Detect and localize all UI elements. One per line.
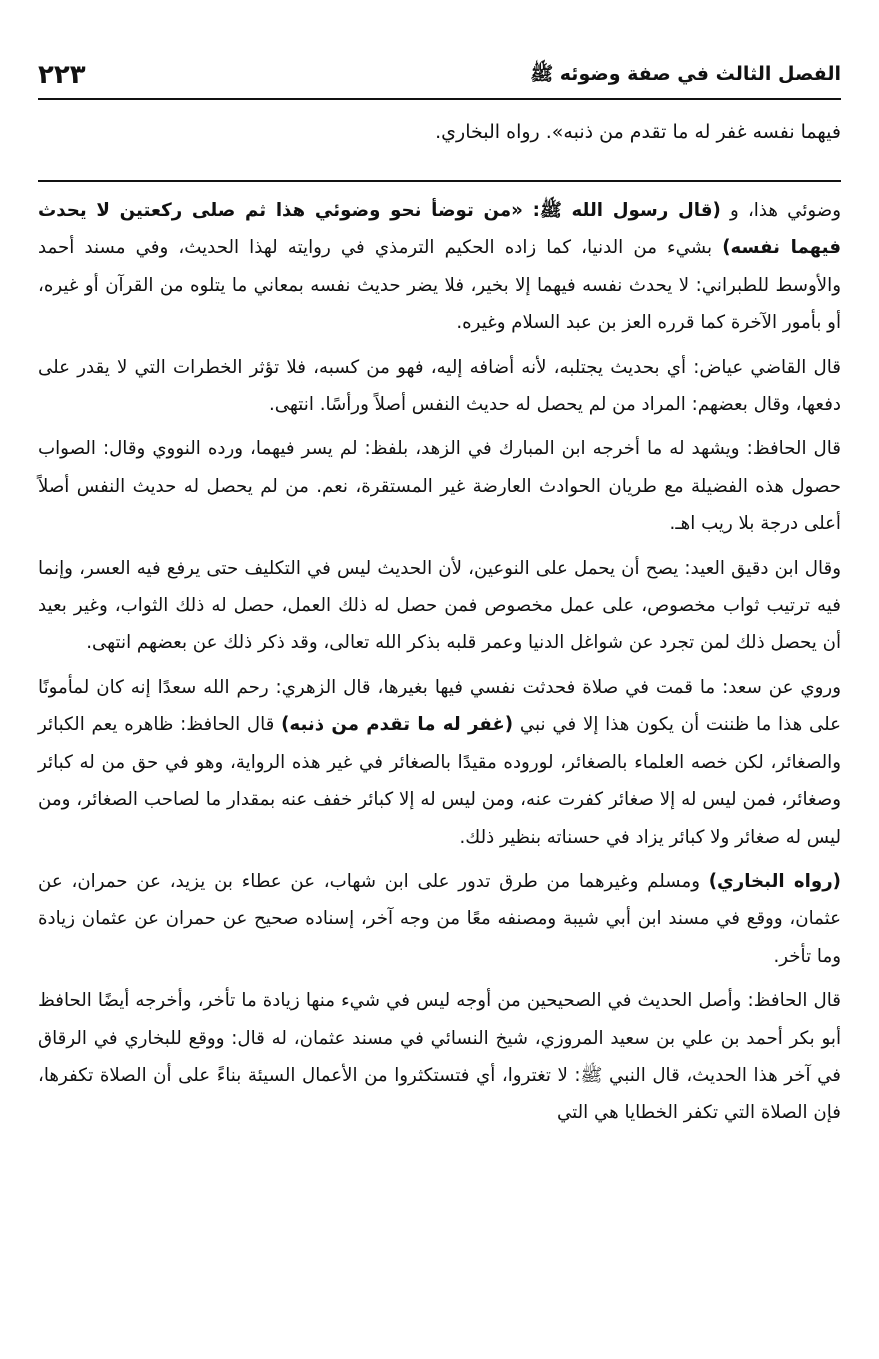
- paragraph: [38, 982, 841, 1132]
- text-run: قال القاضي عياض: أي بحديث يجتلبه، لأنه أضافه إليه، فهو من كسبه، فلا تؤثر الخطرات التي لا يقدر على دفعها، وقال بعضهم: المراد من لم يحصل له حديث النفس أصلاً ورأسًا. انتهى.: [38, 356, 841, 416]
- text-run: قال الحافظ: ظاهره يعم الكبائر والصغائر، لكن خصه العلماء بالصغائر، لوروده مقيدًا بالصغائر في غير هذه الرواية، وهو في حق من له كبائر وصغائر، فمن ليس له إلا صغائر كفرت عنه، ومن ليس له إلا كبائر خفف عنه بمقدار ما لصاحب الصغائر، ومن ليس له صغائر ولا كبائر يزاد في حسناته بنظير ذلك.: [38, 714, 841, 848]
- paragraph: [38, 550, 841, 662]
- quoted-hadith: (قال رسول الله ﷺ: «من توضأ نحو وضوئي هذا ثم صلى ركعتين لا يحدث فيهما نفسه): [38, 200, 841, 259]
- text-run: وضوئي هذا، و: [720, 200, 842, 221]
- carryover-text: فيهما نفسه غفر له ما تقدم من ذنبه». رواه البخاري.: [435, 121, 841, 143]
- paragraph: [38, 669, 841, 856]
- text-run: وقال ابن دقيق العيد: يصح أن يحمل على النوعين، لأن الحديث ليس في التكليف حتى يرفع فيه العسر، وإنما فيه ترتيب ثواب مخصوص، على عمل مخصوص فمن حصل له ذلك العمل، حصل له ذلك الثواب، وغير بعيد أن يحصل ذلك لمن تجرد عن شواغل الدنيا وعمر قلبه بذكر الله تعالى، وقد ذكر ذلك عن بعضهم انتهى.: [38, 557, 841, 654]
- text-run: بشيء من الدنيا، كما زاده الحكيم الترمذي في روايته لهذا الحديث، وفي مسند أحمد والأوسط للطبراني: لا يحدث نفسه فيهما إلا بخير، فلا يضر حديث نفسه بمعاني ما يتلوه من القرآن أو غيره، أو بأمور الآخرة كما قرره العز بن عبد السلام وغيره.: [38, 237, 841, 334]
- paragraph: [38, 192, 841, 342]
- paragraph: [38, 430, 841, 542]
- page-header: [38, 40, 841, 100]
- text-run: وروي عن سعد: ما قمت في صلاة فحدثت نفسي فيها بغيرها، قال الزهري: رحم الله سعدًا إنه كان لمأمونًا على هذا ما ظننت أن يكون هذا إلا في نبي: [38, 676, 842, 736]
- commentary-body: [38, 192, 841, 1139]
- chapter-title: الفصل الثالث في صفة وضوئه ﷺ: [530, 63, 841, 85]
- quoted-hadith: (رواه البخاري): [708, 870, 841, 892]
- text-run: ومسلم وغيرهما من طرق تدور على ابن شهاب، عن عطاء بن يزيد، عن حمران، عن عثمان، ووقع في مسند ابن أبي شيبة ومصنفه معًا من وجه آخر، إسناده صحيح عن حمران عن عثمان زيادة وما تأخر.: [38, 870, 841, 967]
- page-number: ٢٢٣: [38, 60, 86, 90]
- paragraph: [38, 349, 841, 424]
- text-run: قال الحافظ: وأصل الحديث في الصحيحين من أوجه ليس في شيء منها زيادة ما تأخر، وأخرجه أيضًا الحافظ أبو بكر أحمد بن علي بن سعيد المروزي، شيخ النسائي في مسند عثمان، له قال: ووقع للبخاري في الرقاق في آخر هذا الحديث، قال النبي ﷺ: لا تغتروا، أي فتستكثروا من الأعمال السيئة بناءً على أن الصلاة تكفرها، فإن الصلاة التي تكفر الخطايا هي التي: [38, 990, 841, 1124]
- text-run: قال الحافظ: ويشهد له ما أخرجه ابن المبارك في الزهد، بلفظ: لم يسر فيهما، ورده النووي وقال: الصواب حصول هذه الفضيلة مع طريان الحوادث العارضة غير المستقرة، نعم. من لم يحصل له حديث النفس أصلاً أعلى درجة بلا ريب اهـ.: [38, 438, 841, 535]
- paragraph: [38, 863, 841, 975]
- quoted-hadith: (غفر له ما تقدم من ذنبه): [281, 714, 514, 736]
- footnote-divider: [38, 180, 841, 182]
